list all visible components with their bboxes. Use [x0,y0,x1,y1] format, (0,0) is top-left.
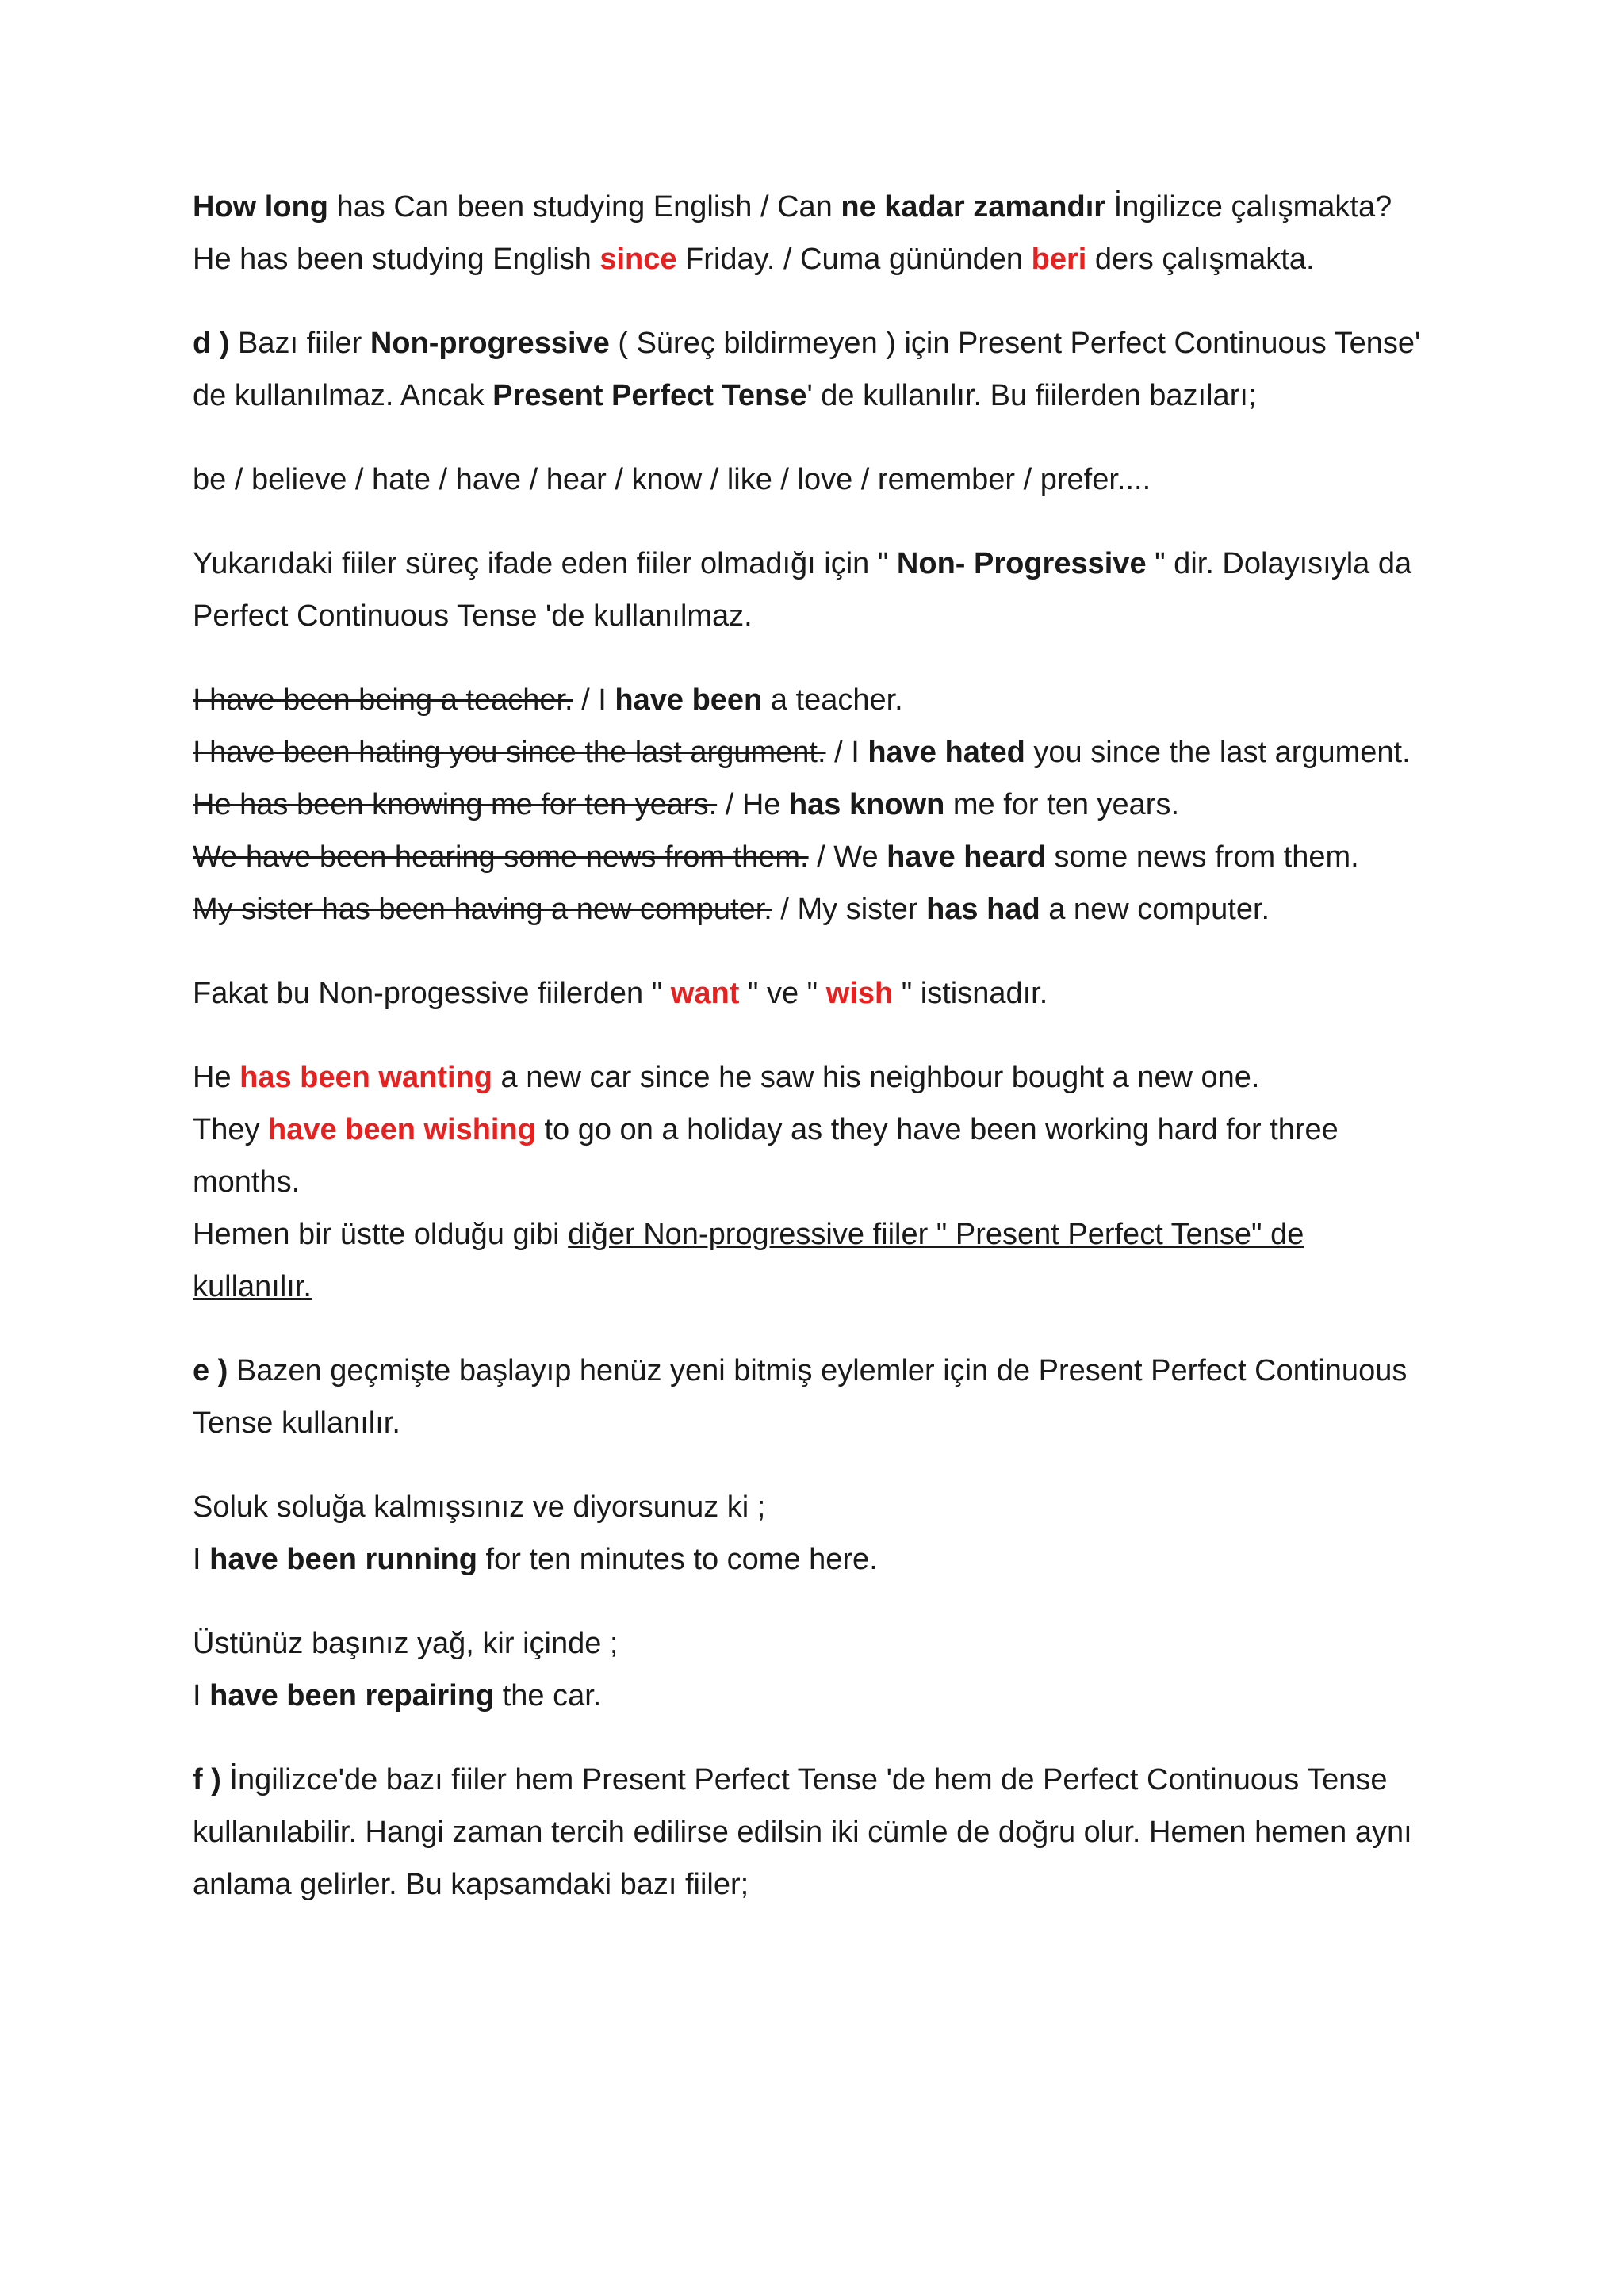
section-d-line1: d ) Bazı fiiler Non-progressive ( Süreç bildirmeyen ) için Present Perfect Continuous Tense' [193,327,1421,360]
example-line: I have been being a teacher. / I have been a teacher. [193,683,903,717]
underlined-note: kullanılır. [193,1270,312,1303]
underlined-note: diğer Non-progressive fiiler " Present Perfect Tense" de [568,1218,1304,1251]
highlight-since: since [599,243,677,276]
section-d-explanation2: Perfect Continuous Tense 'de kullanılmaz. [193,599,753,633]
intro-question: How long has Can been studying English / Can ne kadar zamandır İngilizce çalışmakta? [193,190,1392,224]
example-line: He has been knowing me for ten years. / He has known me for ten years. [193,788,1179,821]
bold-phrase: ne kadar zamandır [841,190,1106,224]
highlight-wish: wish [825,977,894,1010]
wrong-example: He has been knowing me for ten years. [193,788,718,821]
exception-line: Fakat bu Non-progessive fiilerden " want " ve " wish " istisnadır. [193,977,1048,1010]
section-marker: f ) [193,1763,221,1797]
context-2: Üstünüz başınız yağ, kir içinde ; [193,1627,619,1660]
repairing-example: I have been repairing the car. [193,1679,602,1712]
context-1: Soluk soluğa kalmışsınız ve diyorsunuz ki ; [193,1490,766,1524]
highlight-beri: beri [1031,243,1087,276]
section-e-line1: e ) Bazen geçmişte başlayıp henüz yeni bitmiş eylemler için de Present Perfect Continuous [193,1354,1408,1387]
intro-answer: He has been studying English since Friday. / Cuma gününden beri ders çalışmakta. [193,243,1315,276]
section-f-line3: anlama gelirler. Bu kapsamdaki bazı fiiler; [193,1868,749,1901]
document-page [193,181,1446,1911]
wrong-example: I have been being a teacher. [193,683,573,717]
section-d-explanation1: Yukarıdaki fiiler süreç ifade eden fiiler olmadığı için " Non- Progressive " dir. Dolayısıyla da [193,547,1412,580]
section-d-line2: de kullanılmaz. Ancak Present Perfect Tense' de kullanılır. Bu fiilerden bazıları; [193,379,1257,412]
exception-example-1: He has been wanting a new car since he saw his neighbour bought a new one. [193,1061,1260,1094]
section-e-line2: Tense kullanılır. [193,1406,400,1440]
section-marker: e ) [193,1354,228,1387]
example-line: My sister has been having a new computer. / My sister has had a new computer. [193,893,1270,926]
note-line1: Hemen bir üstte olduğu gibi diğer Non-progressive fiiler " Present Perfect Tense" de [193,1218,1304,1251]
example-line: We have been hearing some news from them. / We have heard some news from them. [193,840,1359,874]
exception-example-2: They have been wishing to go on a holiday as they have been working hard for three [193,1113,1339,1146]
wrong-example: We have been hearing some news from them. [193,840,809,874]
wrong-example: My sister has been having a new computer. [193,893,772,926]
wrong-example: I have been hating you since the last argument. [193,736,826,769]
example-line: I have been hating you since the last argument. / I have hated you since the last argument. [193,736,1411,769]
running-example: I have been running for ten minutes to come here. [193,1543,878,1576]
section-f-line1: f ) İngilizce'de bazı fiiler hem Present Perfect Tense 'de hem de Perfect Continuous Tense [193,1763,1388,1797]
exception-example-2-cont: months. [193,1165,301,1199]
highlight-want: want [670,977,740,1010]
verb-list: be / believe / hate / have / hear / know / like / love / remember / prefer.... [193,463,1151,496]
section-marker: d ) [193,327,230,360]
bold-phrase: How long [193,190,328,224]
note-line2 [193,1261,1446,1313]
section-f-line2: kullanılabilir. Hangi zaman tercih edilirse edilsin iki cümle de doğru olur. Hemen hemen aynı [193,1816,1412,1849]
